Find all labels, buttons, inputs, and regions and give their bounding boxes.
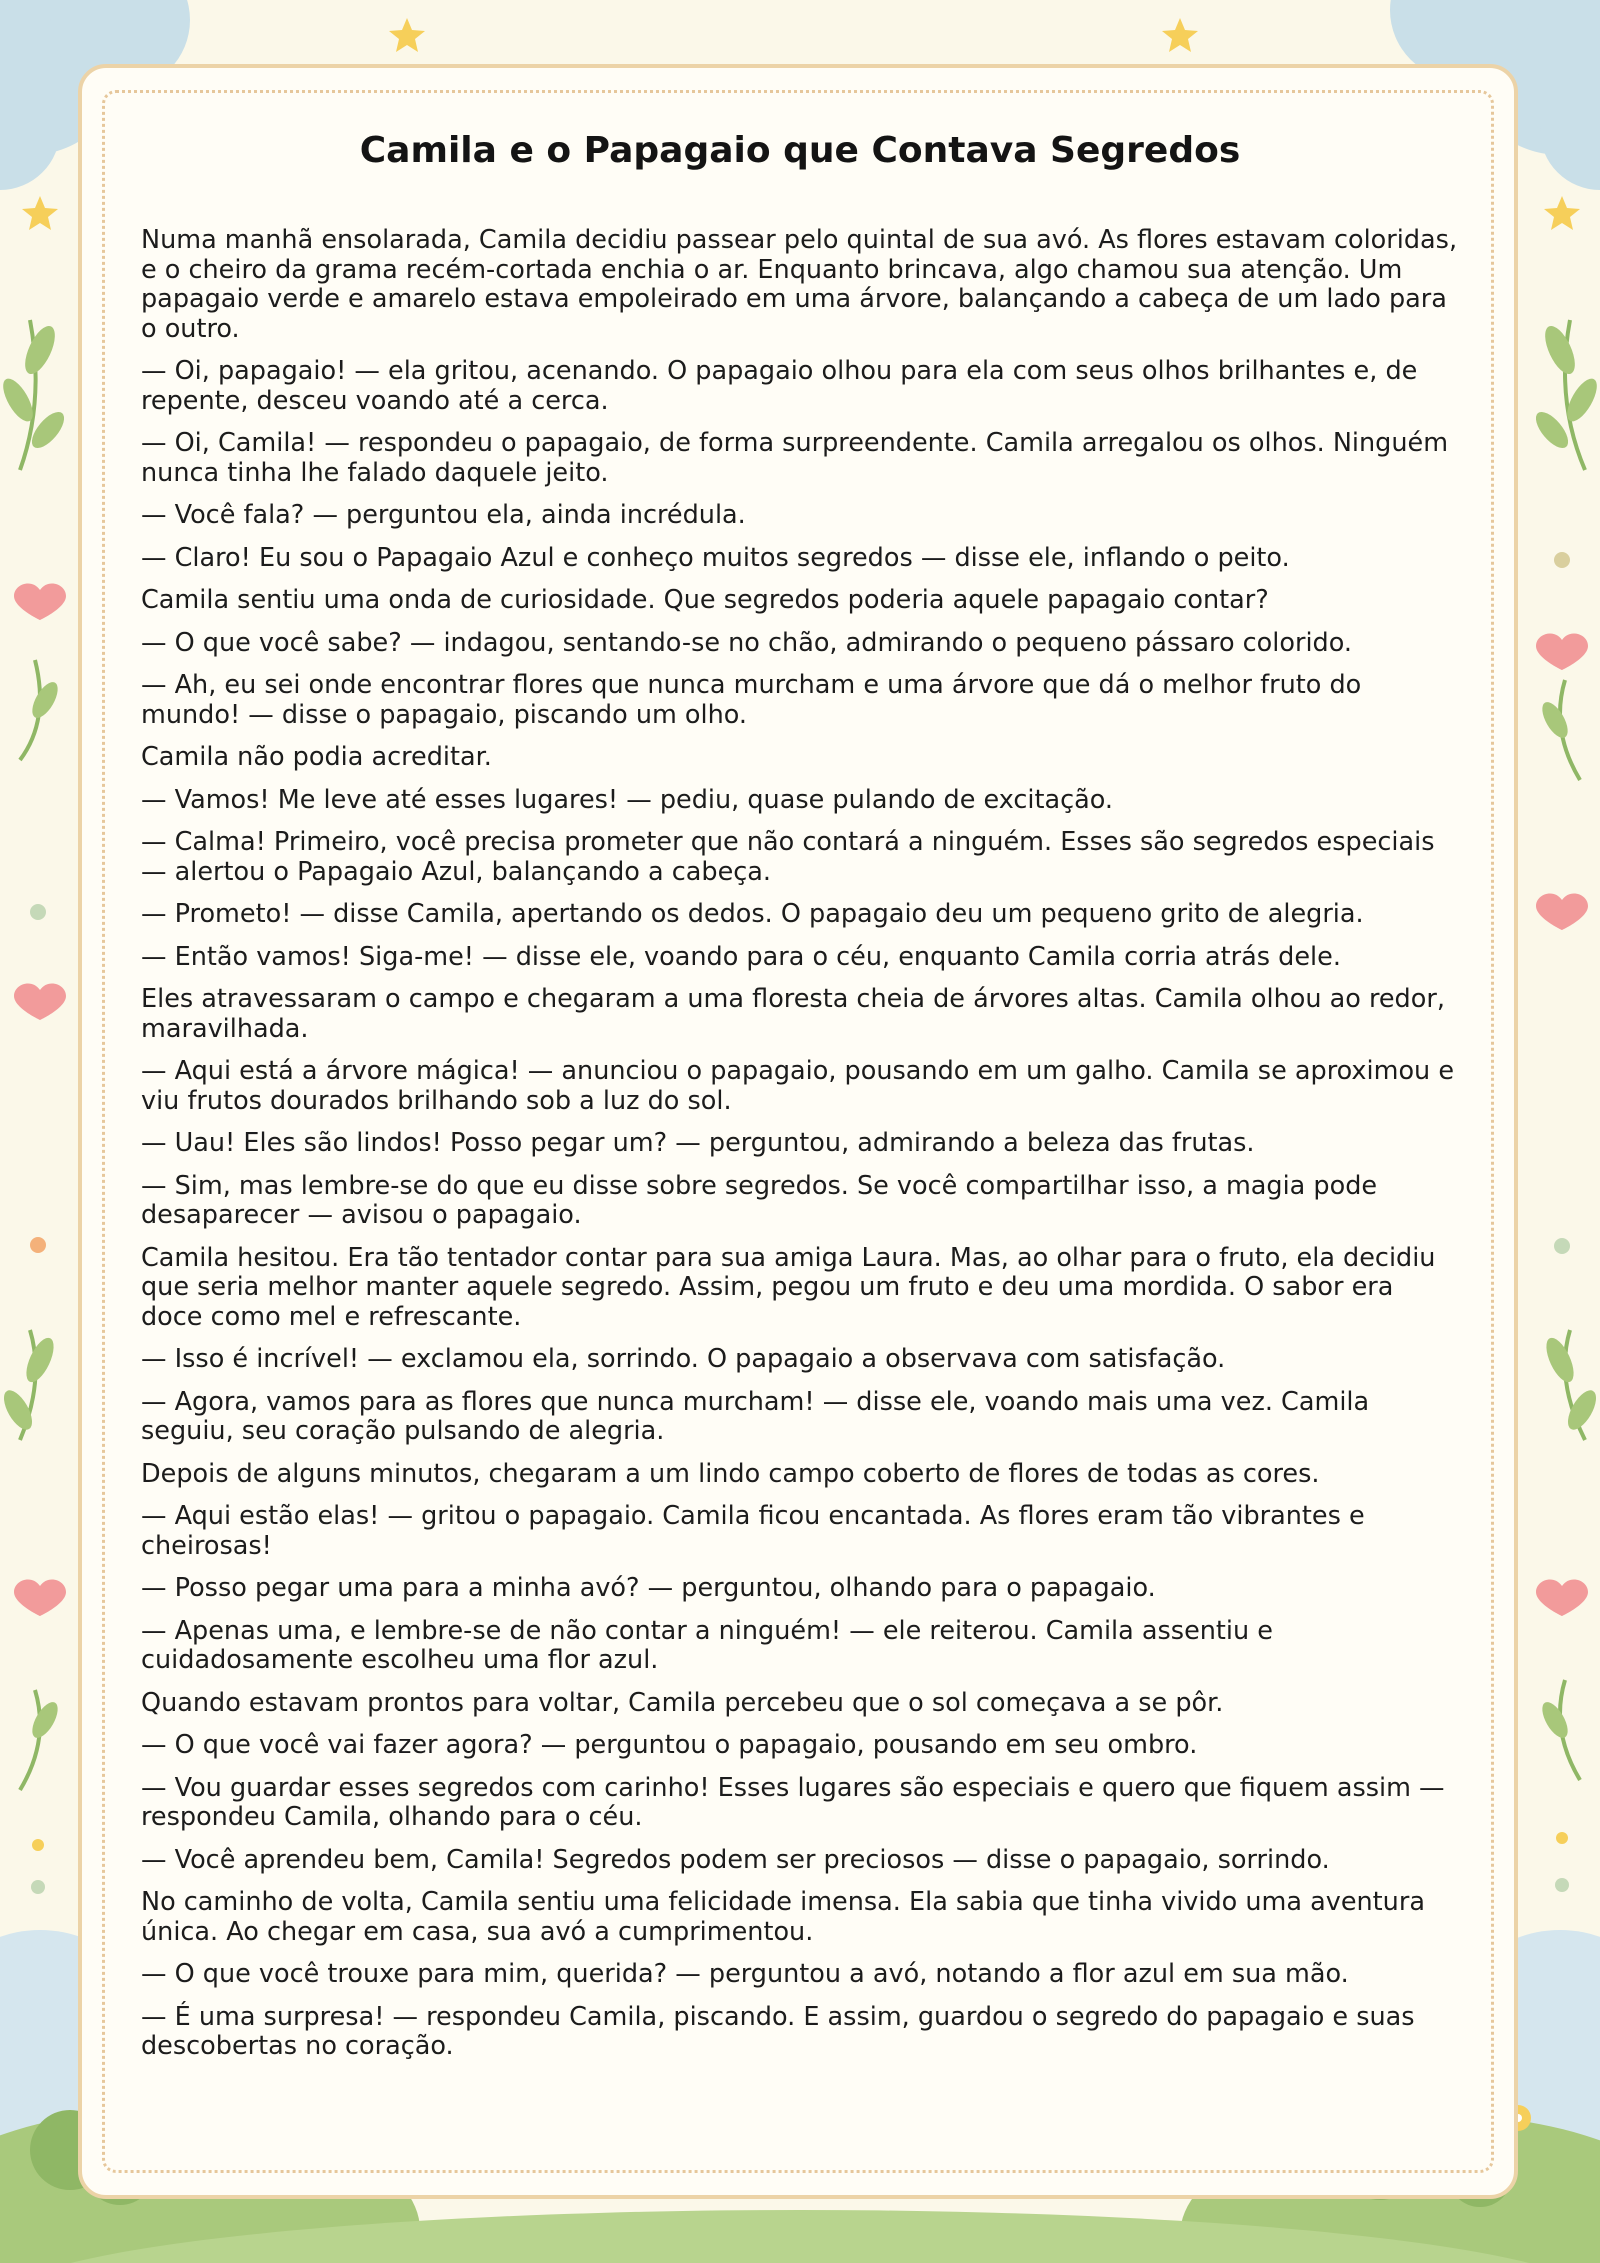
- story-paragraph: Numa manhã ensolarada, Camila decidiu passear pelo quintal de sua avó. As flores estavam coloridas, e o cheiro da grama recém-cortada enchia o ar. Enquanto brincava, algo chamou sua atenção. Um papagaio verde e amarelo estava empoleirado em uma árvore, balançando a cabeça de um lado para o outro.: [141, 225, 1458, 344]
- story-paragraph: Camila hesitou. Era tão tentador contar para sua amiga Laura. Mas, ao olhar para o fruto, ela decidiu que seria melhor manter aquele segredo. Assim, pegou um fruto e deu uma mordida. O sabor era doce como mel e refrescante.: [141, 1242, 1436, 1332]
- story-paragraph: — Então vamos! Siga-me! — disse ele, voando para o céu, enquanto Camila corria atrás dele.: [141, 941, 1341, 972]
- story-paragraph: — Isso é incrível! — exclamou ela, sorrindo. O papagaio a observava com satisfação.: [141, 1344, 1226, 1374]
- story-paragraph: — Uau! Eles são lindos! Posso pegar um? — perguntou, admirando a beleza das frutas.: [141, 1128, 1255, 1158]
- story-paragraph: — Sim, mas lembre-se do que eu disse sobre segredos. Se você compartilhar isso, a magia pode desaparecer — avisou o papagaio.: [141, 1170, 1378, 1230]
- story-paragraph: Quando estavam prontos para voltar, Camila percebeu que o sol começava a se pôr.: [141, 1687, 1224, 1718]
- story-title: Camila e o Papagaio que Contava Segredos: [359, 130, 1241, 171]
- story-paragraph: — Aqui está a árvore mágica! — anunciou o papagaio, pousando em um galho. Camila se aproximou e viu frutos dourados brilhando sob a luz do sol.: [141, 1056, 1455, 1116]
- story-paragraph: — Você aprendeu bem, Camila! Segredos podem ser preciosos — disse o papagaio, sorrindo.: [141, 1844, 1330, 1875]
- story-paragraph: — Apenas uma, e lembre-se de não contar a ninguém! — ele reiterou. Camila assentiu e cuidadosamente escolheu uma flor azul.: [141, 1615, 1273, 1675]
- story-paragraph: No caminho de volta, Camila sentiu uma felicidade imensa. Ela sabia que tinha vivido uma aventura única. Ao chegar em casa, sua avó a cumprimentou.: [141, 1887, 1425, 1947]
- story-paragraph: — Prometo! — disse Camila, apertando os dedos. O papagaio deu um pequeno grito de alegria.: [141, 899, 1364, 929]
- story-paragraph: — Ah, eu sei onde encontrar flores que nunca murcham e uma árvore que dá o melhor fruto do mundo! — disse o papagaio, piscando um olho.: [141, 670, 1362, 730]
- story-paragraph: — Agora, vamos para as flores que nunca murcham! — disse ele, voando mais uma vez. Camila seguiu, seu coração pulsando de alegria.: [141, 1386, 1370, 1446]
- story-paragraph: — Você fala? — perguntou ela, ainda incrédula.: [141, 500, 746, 530]
- story-paragraph: — Oi, Camila! — respondeu o papagaio, de forma surpreendente. Camila arregalou os olhos. Ninguém nunca tinha lhe falado daquele jeito.: [141, 428, 1449, 488]
- story-paragraph: — O que você trouxe para mim, querida? — perguntou a avó, notando a flor azul em sua mão.: [141, 1959, 1349, 1989]
- story-paragraph: — Aqui estão elas! — gritou o papagaio. Camila ficou encantada. As flores eram tão vibrantes e cheirosas!: [141, 1501, 1365, 1561]
- story-paragraph: Camila não podia acreditar.: [141, 742, 492, 772]
- story-paragraph: — Calma! Primeiro, você precisa prometer que não contará a ninguém. Esses são segredos especiais — alertou o Papagaio Azul, balançando a cabeça.: [141, 827, 1435, 887]
- story-body: [141, 226, 1461, 2075]
- story-paragraph: — Oi, papagaio! — ela gritou, acenando. O papagaio olhou para ela com seus olhos brilhantes e, de repente, desceu voando até a cerca.: [141, 356, 1418, 416]
- story-paragraph: — Vou guardar esses segredos com carinho! Esses lugares são especiais e quero que fiquem assim — respondeu Camila, olhando para o céu.: [141, 1772, 1445, 1832]
- story-paragraph: Depois de alguns minutos, chegaram a um lindo campo coberto de flores de todas as cores.: [141, 1458, 1320, 1489]
- story-paragraph: — O que você vai fazer agora? — perguntou o papagaio, pousando em seu ombro.: [141, 1730, 1198, 1760]
- story-paragraph: — Claro! Eu sou o Papagaio Azul e conheço muitos segredos — disse ele, inflando o peito.: [141, 542, 1290, 573]
- story-paragraph: — O que você sabe? — indagou, sentando-se no chão, admirando o pequeno pássaro colorido.: [141, 627, 1352, 658]
- story-paragraph: Camila sentiu uma onda de curiosidade. Que segredos poderia aquele papagaio contar?: [141, 585, 1269, 615]
- story-paragraph: Eles atravessaram o campo e chegaram a uma floresta cheia de árvores altas. Camila olhou ao redor, maravilhada.: [141, 984, 1445, 1044]
- story-paragraph: — Posso pegar uma para a minha avó? — perguntou, olhando para o papagaio.: [141, 1573, 1156, 1603]
- story-paragraph: — Vamos! Me leve até esses lugares! — pediu, quase pulando de excitação.: [141, 784, 1114, 815]
- story-paragraph: — É uma surpresa! — respondeu Camila, piscando. E assim, guardou o segredo do papagaio e suas descobertas no coração.: [141, 2001, 1415, 2061]
